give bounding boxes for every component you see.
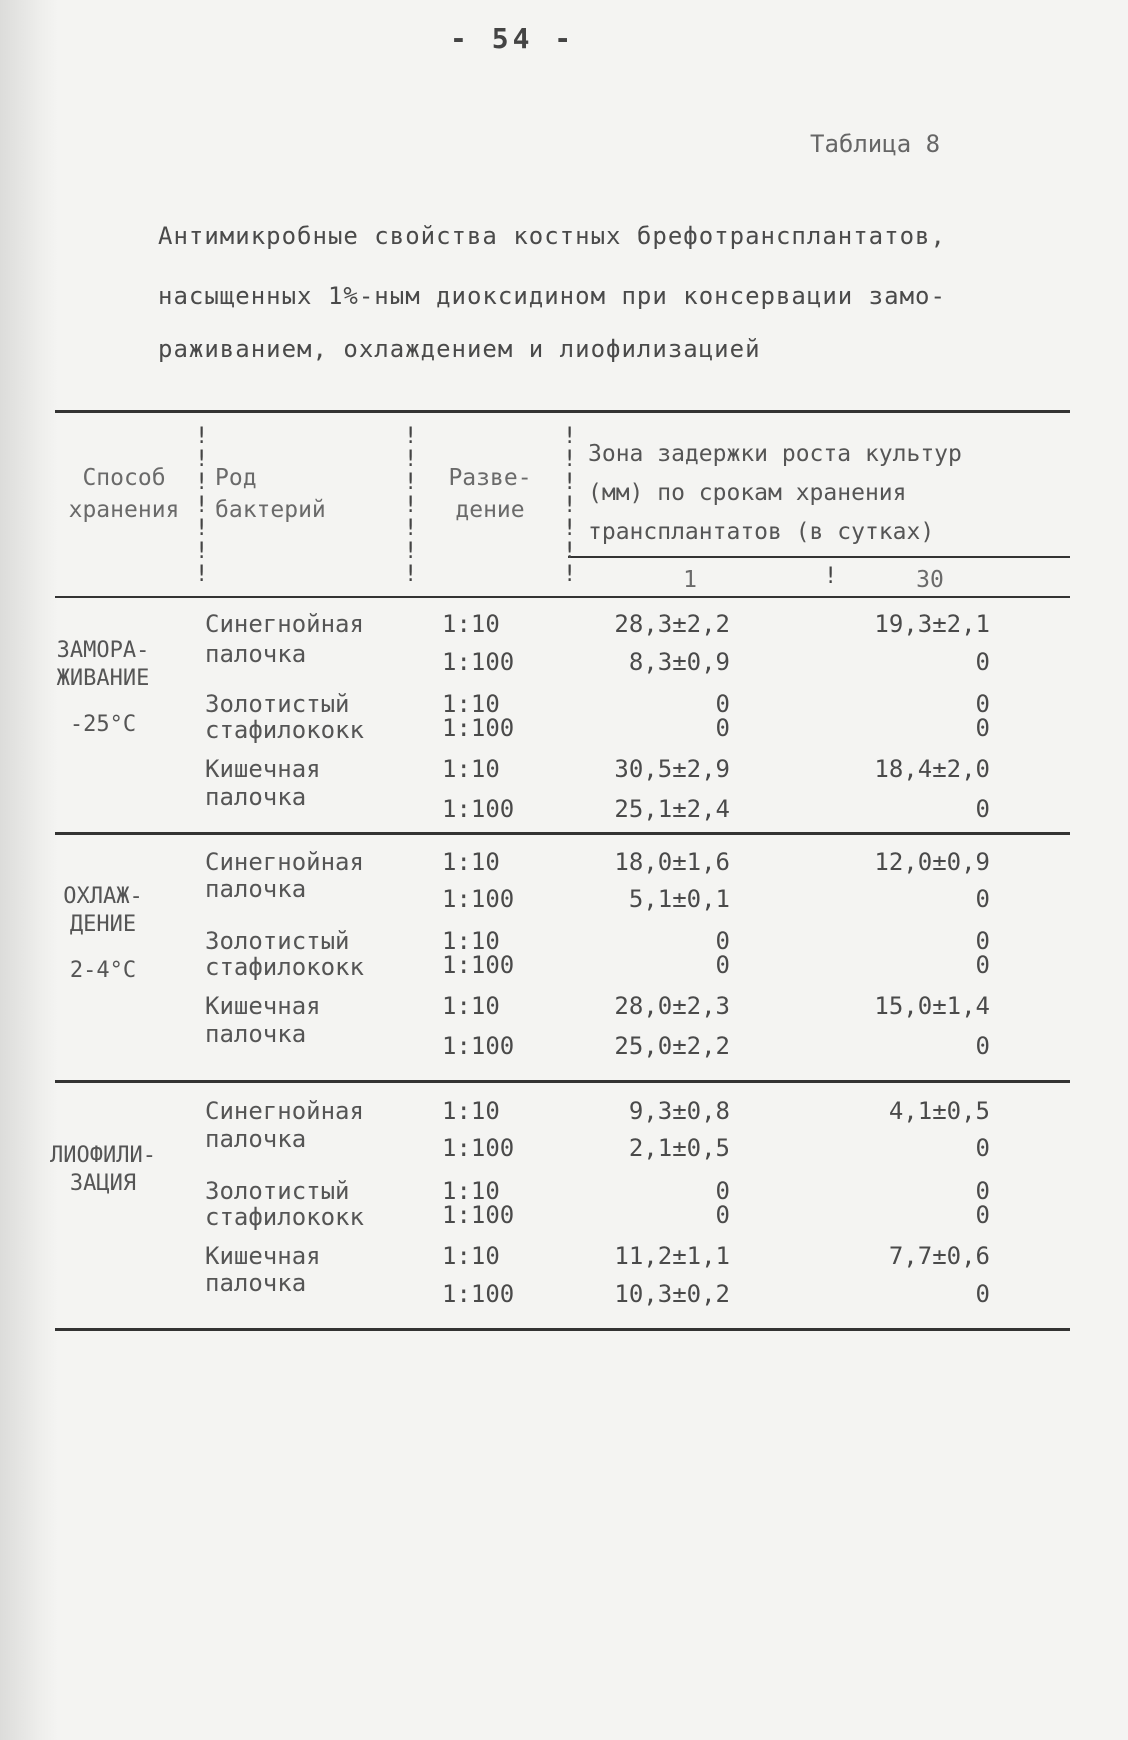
dilution-cell: 1:100 — [442, 1201, 515, 1229]
value-day-1: 10,3±0,2 — [614, 1280, 730, 1308]
value-day-1: 0 — [715, 714, 730, 742]
dilution-cell: 1:10 — [442, 610, 500, 638]
dilution-cell: 1:100 — [442, 648, 515, 676]
bacteria-name: палочка — [205, 783, 307, 811]
dilution-cell: 1:10 — [442, 1097, 500, 1125]
dilution-cell: 1:10 — [442, 927, 500, 955]
dilution-cell: 1:10 — [442, 992, 500, 1020]
value-day-1: 0 — [715, 951, 730, 979]
dilution-cell: 1:100 — [442, 1280, 515, 1308]
value-day-1: 30,5±2,9 — [614, 755, 730, 783]
value-day-30: 0 — [975, 1177, 990, 1205]
storage-method-cooling: ОХЛАЖ- ДЕНИЕ 2-4°C — [63, 884, 143, 983]
column-separator: ! — [824, 564, 838, 589]
bacteria-name: Золотистый — [205, 1177, 350, 1205]
table-caption-line-1: Антимикробные свойства костных брефотрансплантатов, — [158, 222, 946, 250]
bacteria-name: Синегнойная — [205, 610, 364, 638]
dilution-cell: 1:10 — [442, 690, 500, 718]
value-day-30: 0 — [975, 795, 990, 823]
value-day-30: 4,1±0,5 — [888, 1097, 990, 1125]
value-day-30: 15,0±1,4 — [874, 992, 990, 1020]
header-zone-line-3: трансплантатов (в сутках) — [588, 519, 935, 545]
value-day-1: 0 — [715, 1177, 730, 1205]
page-edge-shadow — [0, 0, 58, 1740]
table-top-rule — [55, 410, 1070, 413]
storage-method-lyophilization: ЛИОФИЛИ- ЗАЦИЯ — [50, 1143, 156, 1196]
value-day-30: 0 — [975, 1134, 990, 1162]
value-day-1: 5,1±0,1 — [628, 885, 730, 913]
value-day-1: 0 — [715, 927, 730, 955]
column-separator: ! ! ! ! ! ! ! — [404, 424, 418, 587]
dilution-cell: 1:10 — [442, 848, 500, 876]
table-bottom-rule — [55, 1328, 1070, 1331]
dilution-cell: 1:100 — [442, 714, 515, 742]
header-bottom-rule — [55, 596, 1070, 598]
value-day-1: 28,3±2,2 — [614, 610, 730, 638]
value-day-30: 0 — [975, 1032, 990, 1060]
bacteria-name: палочка — [205, 1020, 307, 1048]
value-day-30: 0 — [975, 885, 990, 913]
bacteria-name: стафилококк — [205, 1203, 364, 1231]
value-day-30: 0 — [975, 1201, 990, 1229]
value-day-1: 28,0±2,3 — [614, 992, 730, 1020]
page-number: - 54 - — [450, 22, 576, 55]
column-separator: ! ! ! ! ! ! ! — [563, 424, 577, 587]
bacteria-name: палочка — [205, 1125, 307, 1153]
bacteria-name: палочка — [205, 640, 307, 668]
value-day-1: 18,0±1,6 — [614, 848, 730, 876]
storage-method-freezing: ЗАМОРА- ЖИВАНИЕ -25°C — [56, 638, 150, 737]
value-day-1: 2,1±0,5 — [628, 1134, 730, 1162]
value-day-30: 0 — [975, 714, 990, 742]
dilution-cell: 1:100 — [442, 1032, 515, 1060]
header-subdivider-rule — [568, 556, 1070, 558]
header-genus: Род бактерий — [215, 465, 326, 523]
dilution-cell: 1:100 — [442, 795, 515, 823]
group-divider-rule — [55, 832, 1070, 835]
header-method: Способ хранения — [68, 465, 180, 523]
table-caption-line-3: раживанием, охлаждением и лиофилизацией — [158, 335, 761, 363]
header-zone-line-1: Зона задержки роста культур — [588, 441, 962, 467]
bacteria-name: Золотистый — [205, 690, 350, 718]
bacteria-name: палочка — [205, 875, 307, 903]
header-day-30: 30 — [916, 567, 944, 593]
value-day-1: 25,0±2,2 — [614, 1032, 730, 1060]
group-divider-rule — [55, 1080, 1070, 1083]
dilution-cell: 1:100 — [442, 885, 515, 913]
value-day-30: 0 — [975, 951, 990, 979]
value-day-1: 0 — [715, 690, 730, 718]
value-day-1: 11,2±1,1 — [614, 1242, 730, 1270]
table-caption-line-2: насыщенных 1%-ным диоксидином при консервации замо- — [158, 282, 946, 310]
value-day-30: 0 — [975, 1280, 990, 1308]
bacteria-name: Кишечная — [205, 1242, 321, 1270]
header-day-1: 1 — [683, 567, 697, 593]
bacteria-name: стафилококк — [205, 953, 364, 981]
value-day-30: 18,4±2,0 — [874, 755, 990, 783]
dilution-cell: 1:100 — [442, 951, 515, 979]
value-day-30: 0 — [975, 648, 990, 676]
bacteria-name: стафилококк — [205, 716, 364, 744]
header-dilution: Разве- дение — [448, 465, 532, 523]
bacteria-name: Кишечная — [205, 992, 321, 1020]
dilution-cell: 1:10 — [442, 1177, 500, 1205]
bacteria-name: палочка — [205, 1269, 307, 1297]
header-zone-line-2: (мм) по срокам хранения — [588, 480, 907, 506]
value-day-1: 25,1±2,4 — [614, 795, 730, 823]
dilution-cell: 1:10 — [442, 1242, 500, 1270]
column-separator: ! ! ! ! ! ! ! — [195, 424, 209, 587]
dilution-cell: 1:100 — [442, 1134, 515, 1162]
value-day-30: 19,3±2,1 — [874, 610, 990, 638]
bacteria-name: Кишечная — [205, 755, 321, 783]
value-day-1: 0 — [715, 1201, 730, 1229]
value-day-30: 7,7±0,6 — [888, 1242, 990, 1270]
table-label: Таблица 8 — [810, 130, 941, 158]
value-day-30: 0 — [975, 690, 990, 718]
bacteria-name: Синегнойная — [205, 848, 364, 876]
value-day-1: 9,3±0,8 — [628, 1097, 730, 1125]
value-day-30: 0 — [975, 927, 990, 955]
value-day-30: 12,0±0,9 — [874, 848, 990, 876]
dilution-cell: 1:10 — [442, 755, 500, 783]
value-day-1: 8,3±0,9 — [628, 648, 730, 676]
bacteria-name: Синегнойная — [205, 1097, 364, 1125]
bacteria-name: Золотистый — [205, 927, 350, 955]
